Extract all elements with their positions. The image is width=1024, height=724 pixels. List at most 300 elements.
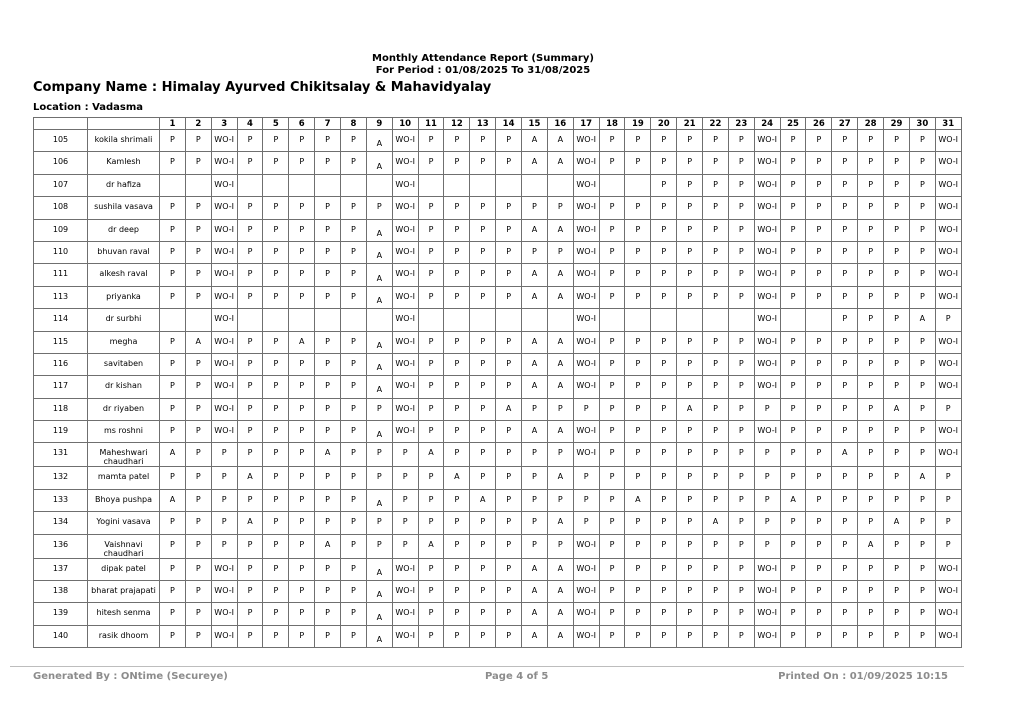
attendance-cell: P bbox=[754, 398, 780, 420]
attendance-cell: P bbox=[832, 534, 858, 558]
attendance-cell: P bbox=[884, 197, 910, 219]
table-row bbox=[34, 174, 962, 196]
attendance-cell: P bbox=[547, 534, 573, 558]
attendance-cell: P bbox=[263, 443, 289, 467]
employee-name: Maheshwari chaudhari bbox=[88, 443, 160, 467]
attendance-cell: P bbox=[263, 241, 289, 263]
attendance-cell: P bbox=[703, 197, 729, 219]
attendance-cell: P bbox=[728, 264, 754, 286]
attendance-cell: A bbox=[366, 489, 392, 511]
attendance-cell: P bbox=[806, 467, 832, 489]
attendance-cell: P bbox=[496, 625, 522, 647]
attendance-cell: P bbox=[522, 467, 548, 489]
attendance-cell: P bbox=[780, 512, 806, 534]
attendance-cell: P bbox=[470, 241, 496, 263]
attendance-cell: P bbox=[496, 219, 522, 241]
attendance-cell: P bbox=[780, 443, 806, 467]
attendance-cell: P bbox=[237, 264, 263, 286]
attendance-cell: P bbox=[677, 512, 703, 534]
attendance-cell bbox=[599, 174, 625, 196]
attendance-cell: P bbox=[884, 625, 910, 647]
attendance-cell: P bbox=[470, 534, 496, 558]
attendance-cell: P bbox=[547, 398, 573, 420]
attendance-cell: P bbox=[625, 264, 651, 286]
table-header-row bbox=[34, 118, 962, 130]
attendance-cell: P bbox=[366, 398, 392, 420]
attendance-cell: P bbox=[806, 421, 832, 443]
attendance-cell: P bbox=[366, 443, 392, 467]
attendance-cell: WO-I bbox=[392, 264, 418, 286]
attendance-cell: WO-I bbox=[573, 603, 599, 625]
attendance-cell: P bbox=[858, 558, 884, 580]
attendance-cell: WO-I bbox=[392, 421, 418, 443]
attendance-cell: A bbox=[366, 625, 392, 647]
attendance-cell: P bbox=[806, 286, 832, 308]
day-header: 13 bbox=[470, 118, 496, 130]
attendance-table bbox=[33, 117, 962, 648]
attendance-cell: WO-I bbox=[211, 353, 237, 375]
attendance-cell: P bbox=[651, 353, 677, 375]
attendance-cell: P bbox=[160, 534, 186, 558]
attendance-cell: P bbox=[909, 152, 935, 174]
attendance-cell: A bbox=[237, 512, 263, 534]
attendance-cell: P bbox=[289, 197, 315, 219]
attendance-cell bbox=[470, 309, 496, 331]
attendance-cell: P bbox=[289, 443, 315, 467]
attendance-cell: P bbox=[728, 331, 754, 353]
attendance-cell: P bbox=[728, 512, 754, 534]
attendance-cell: WO-I bbox=[935, 241, 961, 263]
attendance-cell: WO-I bbox=[573, 353, 599, 375]
attendance-cell: P bbox=[341, 534, 367, 558]
attendance-cell: P bbox=[780, 581, 806, 603]
attendance-cell: P bbox=[728, 197, 754, 219]
attendance-cell: P bbox=[289, 467, 315, 489]
attendance-cell: P bbox=[806, 534, 832, 558]
attendance-cell: P bbox=[780, 376, 806, 398]
day-header: 28 bbox=[858, 118, 884, 130]
attendance-cell: P bbox=[547, 241, 573, 263]
attendance-cell: P bbox=[185, 264, 211, 286]
attendance-cell: P bbox=[185, 130, 211, 152]
attendance-cell: P bbox=[315, 376, 341, 398]
attendance-cell: A bbox=[366, 286, 392, 308]
attendance-cell: A bbox=[366, 264, 392, 286]
attendance-cell: P bbox=[703, 534, 729, 558]
attendance-cell: P bbox=[315, 512, 341, 534]
attendance-cell: WO-I bbox=[754, 309, 780, 331]
employee-code: 136 bbox=[34, 534, 88, 558]
day-header: 2 bbox=[185, 118, 211, 130]
attendance-cell: P bbox=[858, 286, 884, 308]
attendance-cell: P bbox=[599, 558, 625, 580]
attendance-cell: P bbox=[858, 241, 884, 263]
attendance-cell: P bbox=[909, 286, 935, 308]
attendance-cell: WO-I bbox=[754, 264, 780, 286]
attendance-cell: P bbox=[341, 603, 367, 625]
attendance-cell: P bbox=[599, 130, 625, 152]
attendance-cell: P bbox=[832, 558, 858, 580]
attendance-cell: A bbox=[547, 603, 573, 625]
attendance-cell: P bbox=[625, 197, 651, 219]
attendance-cell: P bbox=[703, 625, 729, 647]
day-header: 8 bbox=[341, 118, 367, 130]
attendance-cell: P bbox=[444, 331, 470, 353]
attendance-cell: P bbox=[185, 489, 211, 511]
attendance-cell bbox=[366, 309, 392, 331]
employee-name: kokila shrimali bbox=[88, 130, 160, 152]
attendance-cell: P bbox=[392, 443, 418, 467]
attendance-cell: P bbox=[599, 353, 625, 375]
attendance-cell: A bbox=[366, 558, 392, 580]
attendance-cell: P bbox=[832, 625, 858, 647]
day-header: 24 bbox=[754, 118, 780, 130]
attendance-cell: P bbox=[599, 331, 625, 353]
attendance-cell: P bbox=[858, 152, 884, 174]
attendance-cell: P bbox=[289, 286, 315, 308]
attendance-cell: P bbox=[780, 174, 806, 196]
attendance-cell: P bbox=[806, 581, 832, 603]
attendance-cell: A bbox=[780, 489, 806, 511]
attendance-cell: P bbox=[677, 241, 703, 263]
attendance-cell bbox=[547, 174, 573, 196]
employee-code: 110 bbox=[34, 241, 88, 263]
attendance-cell: P bbox=[185, 421, 211, 443]
attendance-cell: A bbox=[858, 534, 884, 558]
attendance-cell: P bbox=[858, 625, 884, 647]
table-row bbox=[34, 219, 962, 241]
attendance-cell: P bbox=[625, 398, 651, 420]
attendance-cell: WO-I bbox=[754, 376, 780, 398]
attendance-cell bbox=[780, 309, 806, 331]
attendance-cell: P bbox=[909, 353, 935, 375]
attendance-cell: P bbox=[909, 443, 935, 467]
employee-name: rasik dhoom bbox=[88, 625, 160, 647]
attendance-cell: P bbox=[806, 443, 832, 467]
attendance-cell: P bbox=[366, 467, 392, 489]
attendance-cell: P bbox=[522, 197, 548, 219]
attendance-cell: P bbox=[806, 558, 832, 580]
attendance-cell: WO-I bbox=[573, 558, 599, 580]
attendance-cell: P bbox=[935, 398, 961, 420]
attendance-cell bbox=[366, 174, 392, 196]
attendance-cell: WO-I bbox=[392, 625, 418, 647]
attendance-cell: A bbox=[547, 152, 573, 174]
attendance-cell bbox=[341, 309, 367, 331]
attendance-cell: P bbox=[703, 489, 729, 511]
day-header: 7 bbox=[315, 118, 341, 130]
employee-code: 116 bbox=[34, 353, 88, 375]
attendance-cell: P bbox=[263, 197, 289, 219]
attendance-cell: WO-I bbox=[935, 581, 961, 603]
employee-code: 140 bbox=[34, 625, 88, 647]
attendance-cell: P bbox=[237, 241, 263, 263]
attendance-cell: A bbox=[315, 534, 341, 558]
table-row bbox=[34, 353, 962, 375]
attendance-cell: P bbox=[728, 581, 754, 603]
attendance-cell: WO-I bbox=[573, 197, 599, 219]
attendance-cell: P bbox=[160, 558, 186, 580]
attendance-cell: P bbox=[418, 512, 444, 534]
attendance-cell: A bbox=[522, 421, 548, 443]
attendance-cell: WO-I bbox=[754, 558, 780, 580]
attendance-cell: P bbox=[858, 581, 884, 603]
attendance-cell: P bbox=[677, 219, 703, 241]
table-row bbox=[34, 286, 962, 308]
attendance-cell bbox=[522, 309, 548, 331]
attendance-cell: WO-I bbox=[392, 603, 418, 625]
attendance-cell: P bbox=[496, 241, 522, 263]
attendance-cell: WO-I bbox=[573, 625, 599, 647]
attendance-cell: A bbox=[909, 309, 935, 331]
attendance-cell: P bbox=[444, 625, 470, 647]
attendance-cell: WO-I bbox=[573, 309, 599, 331]
employee-name: dr riyaben bbox=[88, 398, 160, 420]
attendance-cell: P bbox=[832, 398, 858, 420]
attendance-cell: P bbox=[289, 512, 315, 534]
attendance-cell: P bbox=[651, 219, 677, 241]
attendance-cell: P bbox=[832, 197, 858, 219]
attendance-cell: P bbox=[496, 512, 522, 534]
attendance-cell: WO-I bbox=[935, 603, 961, 625]
attendance-cell: WO-I bbox=[754, 625, 780, 647]
attendance-cell: A bbox=[522, 603, 548, 625]
day-header: 21 bbox=[677, 118, 703, 130]
day-header: 31 bbox=[935, 118, 961, 130]
attendance-cell: P bbox=[909, 331, 935, 353]
attendance-cell: WO-I bbox=[935, 174, 961, 196]
attendance-cell: P bbox=[496, 558, 522, 580]
attendance-cell: P bbox=[806, 152, 832, 174]
attendance-cell: P bbox=[832, 467, 858, 489]
attendance-cell: WO-I bbox=[754, 152, 780, 174]
attendance-cell: P bbox=[444, 219, 470, 241]
attendance-cell: P bbox=[909, 558, 935, 580]
attendance-cell: P bbox=[341, 443, 367, 467]
attendance-cell: P bbox=[625, 625, 651, 647]
employee-name: dr hafiza bbox=[88, 174, 160, 196]
attendance-cell: A bbox=[185, 331, 211, 353]
attendance-cell: P bbox=[263, 398, 289, 420]
attendance-cell: P bbox=[677, 603, 703, 625]
attendance-cell: A bbox=[832, 443, 858, 467]
attendance-cell: P bbox=[599, 264, 625, 286]
attendance-cell: P bbox=[185, 241, 211, 263]
employee-name: Bhoya pushpa bbox=[88, 489, 160, 511]
attendance-cell: P bbox=[599, 197, 625, 219]
employee-code: 115 bbox=[34, 331, 88, 353]
attendance-cell: P bbox=[780, 625, 806, 647]
attendance-cell: P bbox=[832, 353, 858, 375]
attendance-cell: A bbox=[366, 331, 392, 353]
attendance-cell: P bbox=[444, 443, 470, 467]
attendance-cell: P bbox=[677, 534, 703, 558]
attendance-cell: P bbox=[651, 174, 677, 196]
attendance-cell: P bbox=[806, 376, 832, 398]
attendance-cell: P bbox=[211, 467, 237, 489]
attendance-cell: P bbox=[884, 309, 910, 331]
attendance-cell: P bbox=[935, 512, 961, 534]
attendance-cell: P bbox=[884, 489, 910, 511]
attendance-cell: P bbox=[780, 398, 806, 420]
attendance-cell: P bbox=[470, 264, 496, 286]
attendance-cell: P bbox=[780, 558, 806, 580]
attendance-cell: WO-I bbox=[392, 197, 418, 219]
attendance-cell bbox=[289, 309, 315, 331]
attendance-cell: P bbox=[470, 130, 496, 152]
day-header: 29 bbox=[884, 118, 910, 130]
attendance-cell: WO-I bbox=[754, 241, 780, 263]
attendance-cell: P bbox=[160, 603, 186, 625]
attendance-cell: P bbox=[418, 331, 444, 353]
attendance-cell: P bbox=[625, 603, 651, 625]
attendance-cell: P bbox=[599, 467, 625, 489]
attendance-cell: A bbox=[470, 489, 496, 511]
day-header: 23 bbox=[728, 118, 754, 130]
attendance-cell: P bbox=[341, 489, 367, 511]
attendance-cell: P bbox=[263, 130, 289, 152]
employee-name: bharat prajapati bbox=[88, 581, 160, 603]
location-label: Location : Vadasma bbox=[33, 102, 144, 113]
attendance-cell: P bbox=[263, 331, 289, 353]
employee-name: dr surbhi bbox=[88, 309, 160, 331]
attendance-cell: P bbox=[909, 512, 935, 534]
attendance-cell: P bbox=[522, 534, 548, 558]
attendance-cell: A bbox=[547, 421, 573, 443]
attendance-cell: A bbox=[418, 534, 444, 558]
employee-code: 133 bbox=[34, 489, 88, 511]
employee-name: bhuvan raval bbox=[88, 241, 160, 263]
attendance-cell: A bbox=[366, 219, 392, 241]
attendance-cell: WO-I bbox=[211, 581, 237, 603]
attendance-cell: P bbox=[728, 376, 754, 398]
attendance-cell: P bbox=[263, 152, 289, 174]
employee-name: priyanka bbox=[88, 286, 160, 308]
employee-code: 109 bbox=[34, 219, 88, 241]
attendance-cell: P bbox=[160, 130, 186, 152]
attendance-cell: P bbox=[780, 534, 806, 558]
table-row bbox=[34, 398, 962, 420]
attendance-cell: P bbox=[160, 219, 186, 241]
attendance-cell: WO-I bbox=[754, 130, 780, 152]
attendance-cell: P bbox=[884, 152, 910, 174]
attendance-cell: P bbox=[444, 421, 470, 443]
attendance-cell: P bbox=[832, 130, 858, 152]
attendance-cell: P bbox=[703, 603, 729, 625]
attendance-cell: P bbox=[341, 130, 367, 152]
attendance-cell: WO-I bbox=[573, 331, 599, 353]
attendance-cell: P bbox=[341, 467, 367, 489]
attendance-cell: P bbox=[909, 603, 935, 625]
attendance-cell bbox=[522, 174, 548, 196]
attendance-cell: P bbox=[754, 512, 780, 534]
attendance-cell: P bbox=[263, 421, 289, 443]
report-title-line: Monthly Attendance Report (Summary) bbox=[372, 53, 594, 64]
attendance-cell: P bbox=[884, 264, 910, 286]
attendance-cell: P bbox=[625, 512, 651, 534]
attendance-cell: P bbox=[289, 581, 315, 603]
attendance-cell: A bbox=[366, 376, 392, 398]
attendance-cell: P bbox=[909, 241, 935, 263]
attendance-cell: P bbox=[418, 581, 444, 603]
attendance-cell: WO-I bbox=[211, 331, 237, 353]
attendance-cell bbox=[263, 309, 289, 331]
table-row bbox=[34, 581, 962, 603]
attendance-cell: P bbox=[185, 603, 211, 625]
attendance-cell: P bbox=[341, 264, 367, 286]
attendance-cell: P bbox=[211, 512, 237, 534]
attendance-cell: P bbox=[651, 286, 677, 308]
attendance-cell: A bbox=[884, 512, 910, 534]
attendance-cell: A bbox=[522, 152, 548, 174]
attendance-cell: P bbox=[418, 421, 444, 443]
employee-code: 108 bbox=[34, 197, 88, 219]
employee-name: savitaben bbox=[88, 353, 160, 375]
attendance-cell: P bbox=[263, 534, 289, 558]
attendance-cell: P bbox=[832, 489, 858, 511]
attendance-cell: P bbox=[470, 467, 496, 489]
attendance-cell: P bbox=[289, 421, 315, 443]
attendance-cell: P bbox=[780, 331, 806, 353]
attendance-cell: P bbox=[728, 603, 754, 625]
attendance-cell: P bbox=[909, 197, 935, 219]
attendance-cell: P bbox=[728, 625, 754, 647]
attendance-cell: P bbox=[780, 353, 806, 375]
attendance-cell: P bbox=[315, 353, 341, 375]
attendance-cell: A bbox=[522, 581, 548, 603]
attendance-cell: WO-I bbox=[935, 376, 961, 398]
attendance-cell: A bbox=[703, 512, 729, 534]
attendance-cell: WO-I bbox=[754, 331, 780, 353]
attendance-cell: P bbox=[289, 534, 315, 558]
attendance-cell: P bbox=[185, 376, 211, 398]
attendance-cell: P bbox=[237, 534, 263, 558]
attendance-cell: P bbox=[599, 534, 625, 558]
attendance-cell: P bbox=[444, 603, 470, 625]
attendance-cell: P bbox=[935, 489, 961, 511]
attendance-cell: P bbox=[909, 130, 935, 152]
attendance-cell: P bbox=[211, 443, 237, 467]
employee-code: 107 bbox=[34, 174, 88, 196]
day-header: 4 bbox=[237, 118, 263, 130]
attendance-cell bbox=[160, 174, 186, 196]
attendance-cell: P bbox=[185, 398, 211, 420]
attendance-cell: WO-I bbox=[392, 353, 418, 375]
attendance-cell: P bbox=[677, 264, 703, 286]
day-header: 19 bbox=[625, 118, 651, 130]
attendance-cell: WO-I bbox=[211, 398, 237, 420]
attendance-cell: P bbox=[418, 241, 444, 263]
attendance-cell: WO-I bbox=[211, 241, 237, 263]
attendance-cell: P bbox=[884, 581, 910, 603]
attendance-cell: WO-I bbox=[935, 264, 961, 286]
attendance-cell: P bbox=[728, 286, 754, 308]
attendance-cell: P bbox=[703, 558, 729, 580]
attendance-cell: WO-I bbox=[573, 264, 599, 286]
attendance-cell: P bbox=[341, 197, 367, 219]
printed-on: Printed On : 01/09/2025 10:15 bbox=[778, 671, 948, 682]
day-header: 14 bbox=[496, 118, 522, 130]
attendance-cell: A bbox=[522, 558, 548, 580]
employee-name: dipak patel bbox=[88, 558, 160, 580]
attendance-cell: P bbox=[496, 331, 522, 353]
attendance-cell: P bbox=[806, 241, 832, 263]
attendance-cell: P bbox=[418, 625, 444, 647]
attendance-cell: P bbox=[237, 219, 263, 241]
attendance-cell: P bbox=[909, 625, 935, 647]
attendance-cell: WO-I bbox=[935, 130, 961, 152]
attendance-cell: P bbox=[470, 353, 496, 375]
